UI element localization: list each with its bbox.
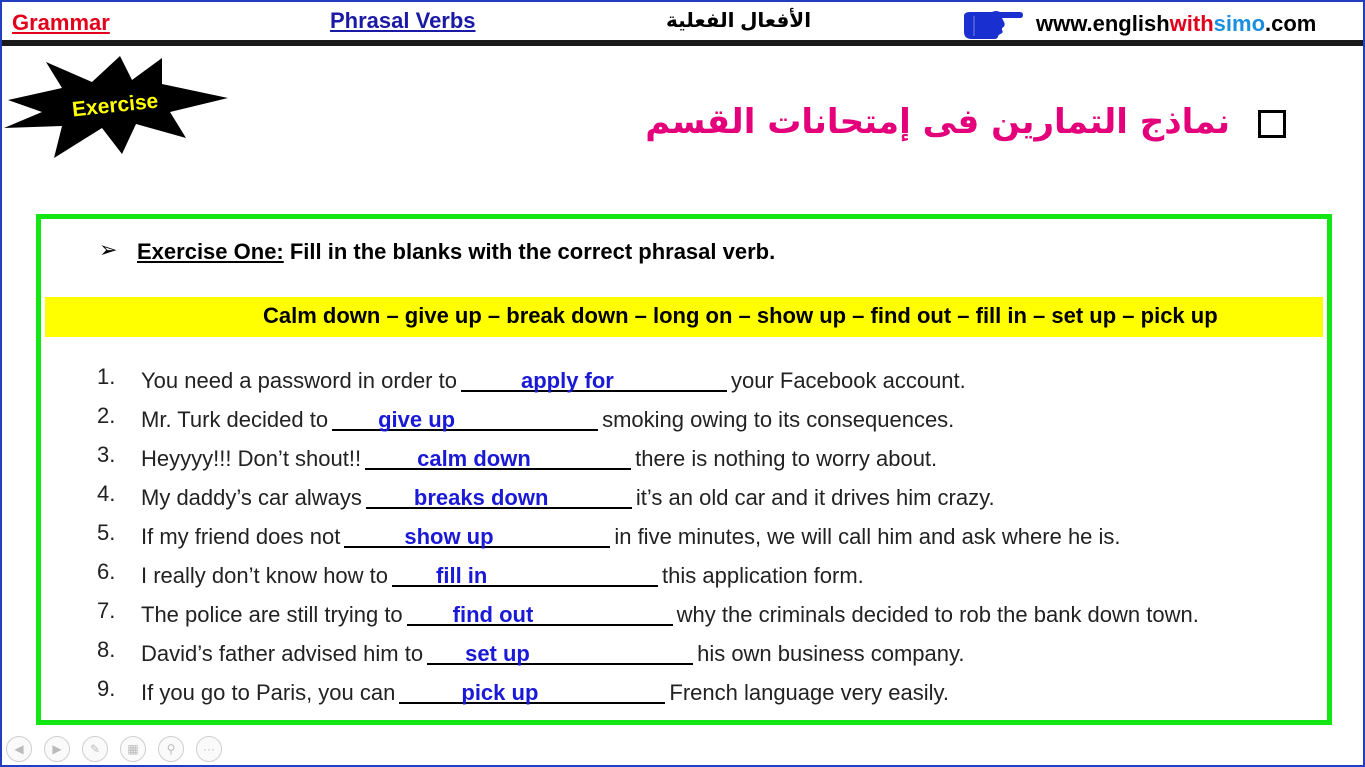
item-prompt: Mr. Turk decided to	[141, 407, 329, 432]
answer-text: set up	[465, 641, 530, 666]
item-continuation: there is nothing to worry about.	[635, 446, 938, 471]
item-continuation: smoking owing to its consequences.	[602, 407, 955, 432]
exercise-heading	[137, 239, 775, 265]
answer-text: calm down	[417, 446, 531, 471]
answer-text: apply for	[520, 368, 614, 393]
grammar-link[interactable]: Grammar	[12, 10, 110, 35]
exercise-item	[97, 479, 1322, 518]
exercise-item	[97, 557, 1322, 596]
item-number: 4.	[97, 481, 116, 506]
exercise-item	[97, 362, 1322, 401]
item-continuation: your Facebook account.	[730, 368, 966, 393]
word-bank-text: Calm down – give up – break down – long on – show up – find out – fill in – set up – pick up	[263, 303, 1218, 328]
answer-blank[interactable]	[365, 442, 631, 470]
item-number: 8.	[97, 637, 116, 662]
header-divider	[2, 40, 1363, 46]
website-link[interactable]	[1036, 11, 1316, 37]
site-part: .com	[1265, 11, 1317, 36]
item-number: 2.	[97, 403, 116, 428]
exercise-item	[97, 635, 1322, 674]
answer-blank[interactable]	[461, 364, 727, 392]
item-prompt: Heyyyy!!! Don’t shout!!	[141, 446, 362, 471]
section-title: نماذج التمارين فى إمتحانات القسم	[645, 102, 1230, 142]
exercise-item	[97, 518, 1322, 557]
exercise-item	[97, 401, 1322, 440]
checkbox-icon	[1258, 110, 1286, 138]
header	[2, 2, 1363, 42]
answer-blank[interactable]	[332, 403, 598, 431]
item-prompt: If you go to Paris, you can	[141, 680, 396, 705]
item-continuation: this application form.	[662, 563, 864, 588]
answer-text: give up	[378, 407, 456, 432]
item-number: 7.	[97, 598, 116, 623]
prev-icon[interactable]: ◀	[6, 736, 32, 762]
answer-blank[interactable]	[407, 598, 673, 626]
item-number: 1.	[97, 364, 116, 389]
pen-icon[interactable]: ✎	[82, 736, 108, 762]
answer-blank[interactable]	[427, 637, 693, 665]
answer-text: breaks down	[413, 485, 549, 510]
answer-blank[interactable]	[399, 676, 665, 704]
item-continuation: in five minutes, we will call him and ask where he is.	[614, 524, 1121, 549]
item-prompt: The police are still trying to	[141, 602, 403, 627]
item-continuation: his own business company.	[697, 641, 965, 666]
answer-text: find out	[452, 602, 534, 627]
site-part: with	[1169, 11, 1214, 36]
slides-icon[interactable]: ▦	[120, 736, 146, 762]
word-bank	[45, 297, 1323, 337]
item-continuation: French language very easily.	[669, 680, 950, 705]
arrow-bullet-icon: ➢	[99, 237, 118, 262]
item-continuation: why the criminals decided to rob the bank down town.	[676, 602, 1199, 627]
item-prompt: David’s father advised him to	[141, 641, 424, 666]
site-part: www.english	[1036, 11, 1170, 36]
item-number: 9.	[97, 676, 116, 701]
exercise-badge-label: Exercise	[70, 89, 160, 122]
site-part: simo	[1213, 11, 1266, 36]
phrasal-verbs-link[interactable]: Phrasal Verbs	[330, 8, 476, 33]
exercise-instruction: Fill in the blanks with the correct phrasal verb.	[283, 239, 776, 264]
answer-text: show up	[404, 524, 494, 549]
exercise-title: Exercise One:	[137, 239, 284, 264]
arabic-topic-label: الأفعال الفعلية	[666, 10, 812, 32]
exercise-items	[97, 362, 1322, 713]
item-number: 3.	[97, 442, 116, 467]
item-continuation: it’s an old car and it drives him crazy.	[635, 485, 995, 510]
section-title-row	[645, 102, 1288, 152]
zoom-icon[interactable]: ⚲	[158, 736, 184, 762]
answer-blank[interactable]	[366, 481, 632, 509]
item-prompt: I really don’t know how to	[141, 563, 389, 588]
item-prompt: If my friend does not	[141, 524, 341, 549]
answer-blank[interactable]	[344, 520, 610, 548]
item-number: 5.	[97, 520, 116, 545]
more-icon[interactable]: ···	[196, 736, 222, 762]
next-icon[interactable]: ▶	[44, 736, 70, 762]
exercise-item	[97, 440, 1322, 479]
item-number: 6.	[97, 559, 116, 584]
item-prompt: My daddy’s car always	[141, 485, 362, 510]
exercise-item	[97, 596, 1322, 635]
exercise-item	[97, 674, 1322, 713]
answer-text: pick up	[461, 680, 539, 705]
answer-text: fill in	[436, 563, 488, 588]
answer-blank[interactable]	[392, 559, 658, 587]
exercise-box	[36, 214, 1332, 725]
item-prompt: You need a password in order to	[141, 368, 457, 393]
